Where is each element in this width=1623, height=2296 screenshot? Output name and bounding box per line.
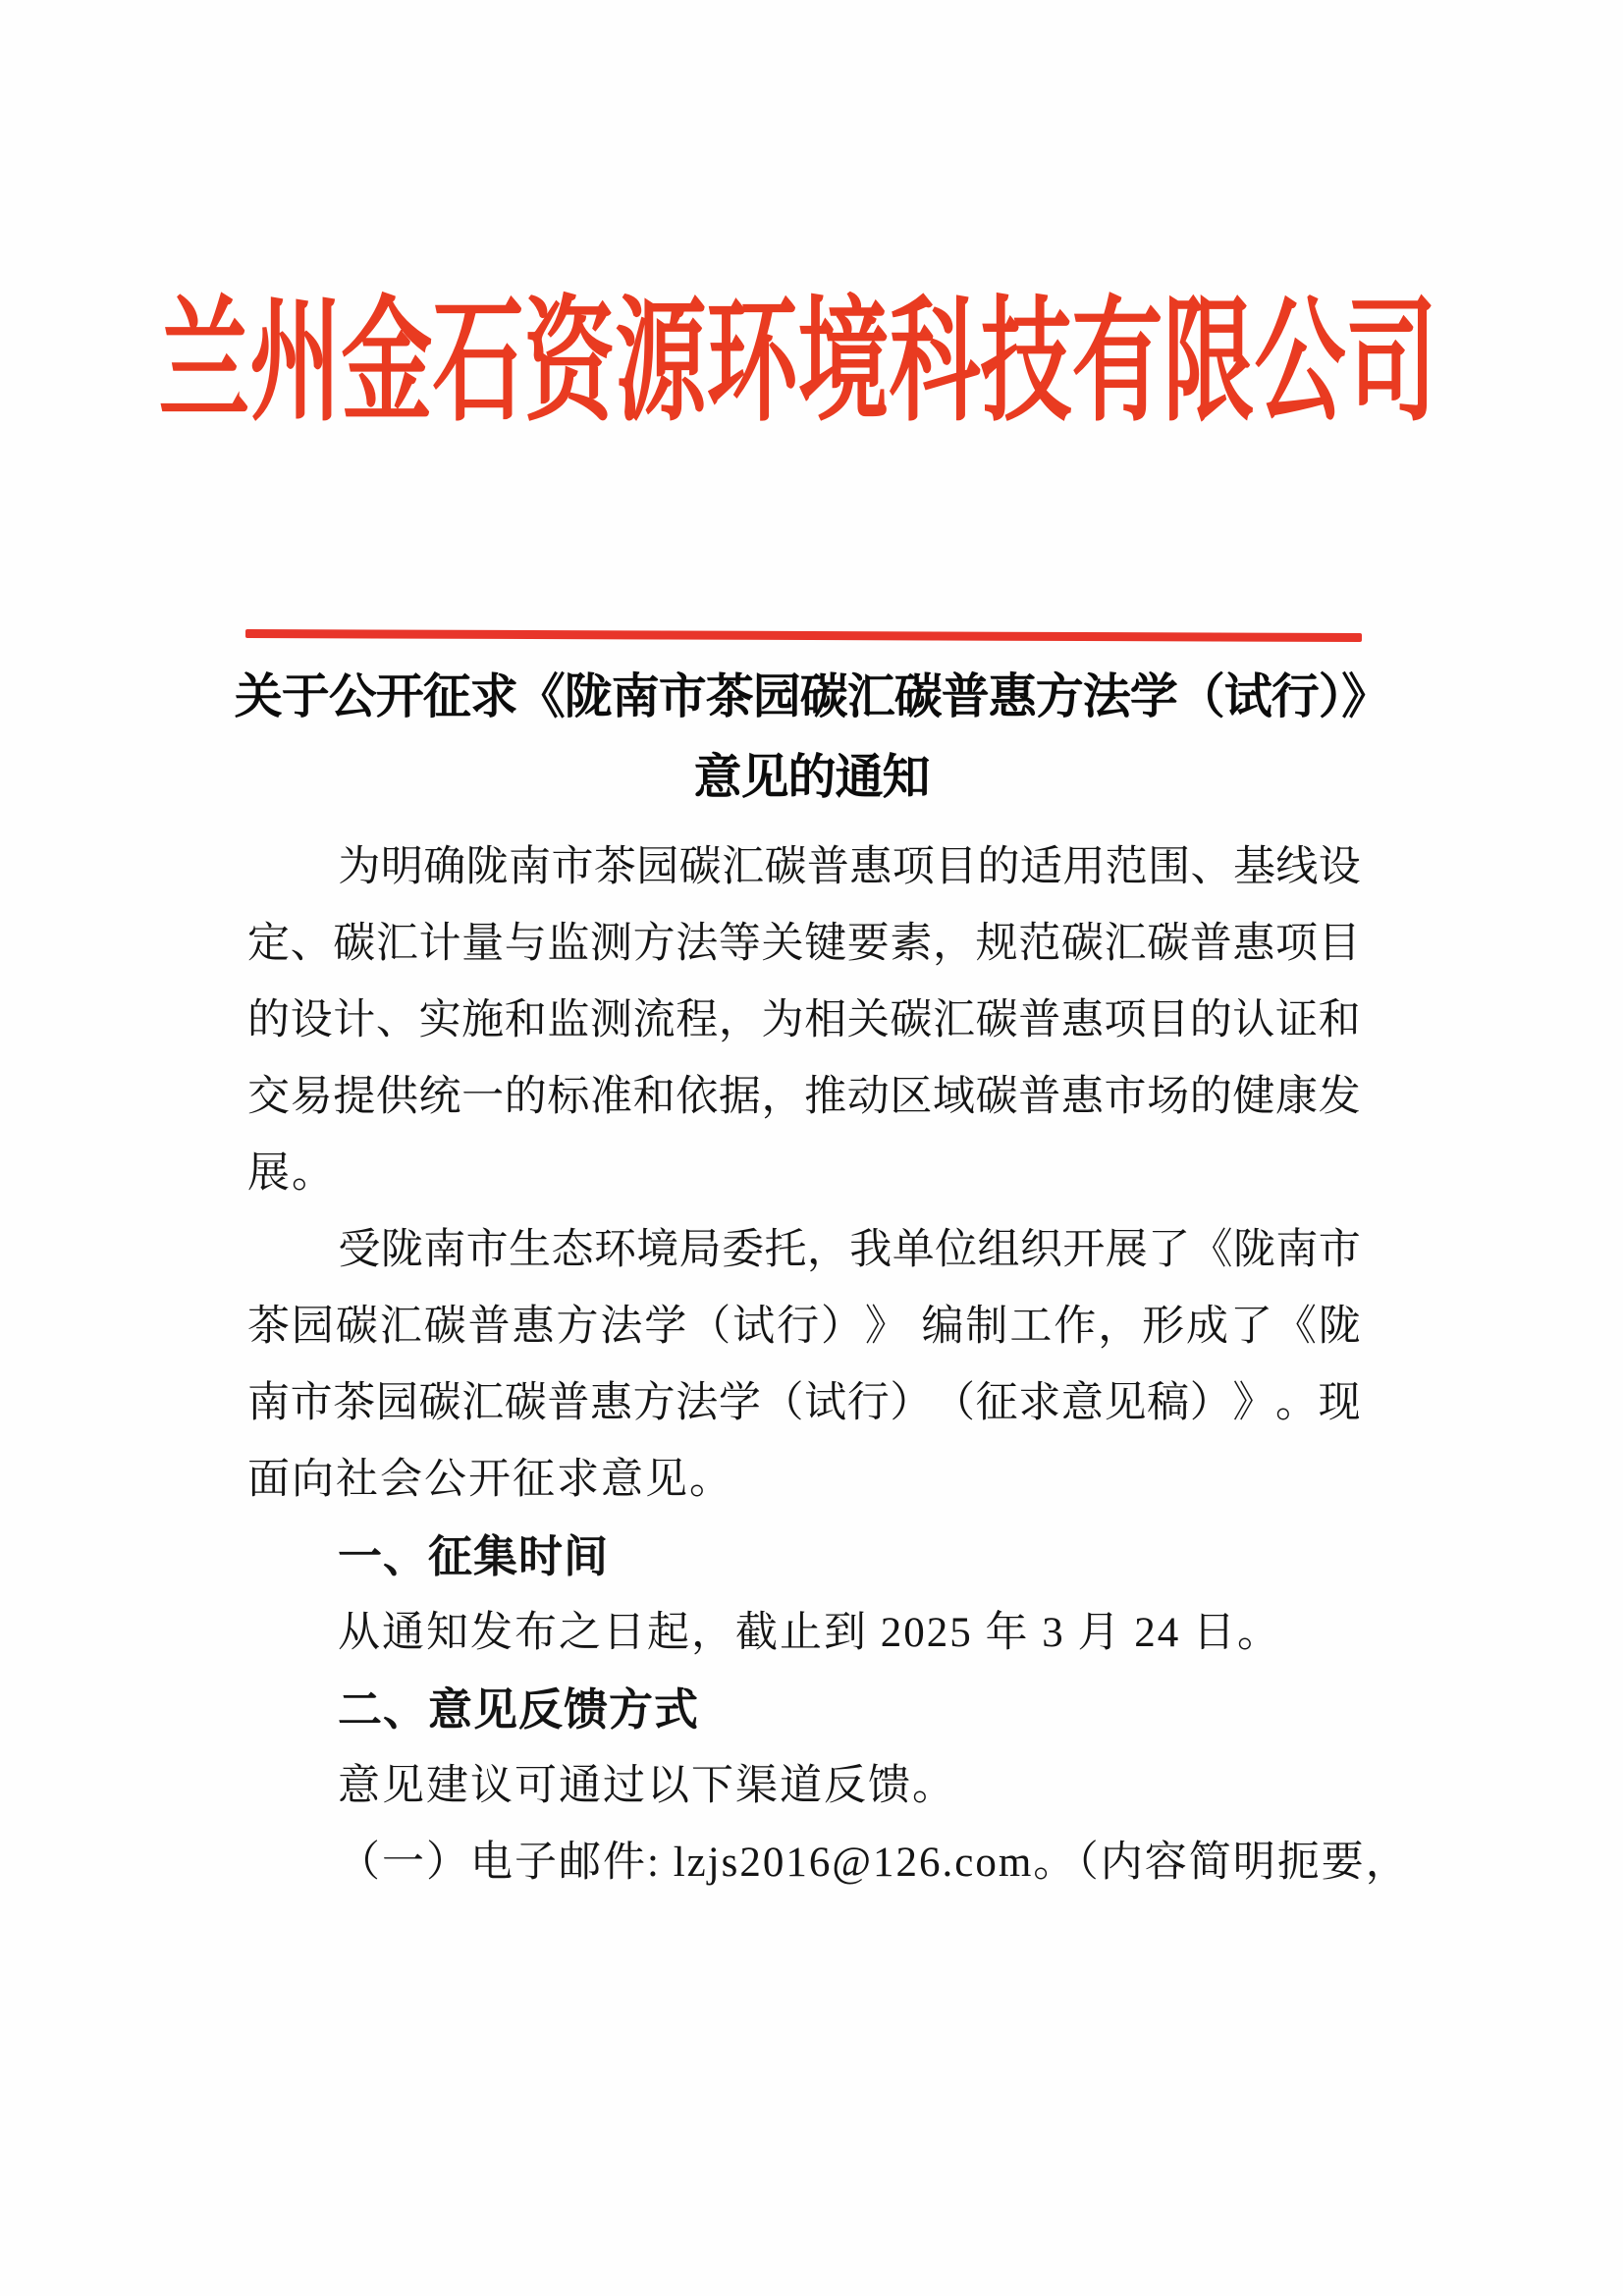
letterhead-divider-line [245, 629, 1362, 642]
body-text-line: 的 设 计 、 实 施 和 监 测 流 程 ， 为 相 关 碳 汇 碳 普 惠 项 目 的 认 证 和 [247, 997, 1361, 1043]
notice-title-line2: 意见的通知 [693, 750, 930, 804]
body-text-line: 交 易 提 供 统 一 的 标 准 和 依 据 ， 推 动 区 域 碳 普 惠 市 场 的 健 康 发 [247, 1074, 1361, 1120]
first-line-indent [247, 1571, 338, 1572]
body-text-line: 意见建议可通过以下渠道反馈。 [247, 1748, 1361, 1825]
first-line-indent [247, 1875, 338, 1876]
section-heading: 一、征集时间 [247, 1519, 1361, 1595]
notice-title-line1: 关于公开征求《陇南市茶园碳汇碳普惠方法学（试行）》 [234, 669, 1389, 723]
body-text-line: 面向社会公开征求意见。 [247, 1457, 733, 1503]
first-line-indent [247, 1724, 338, 1725]
notice-body [247, 829, 1410, 1901]
body-text-line: 为 明 确 陇 南 市 茶 园 碳 汇 碳 普 惠 项 目 的 适 用 范 围 、 基 线 设 [247, 829, 1361, 906]
body-text-line: 茶 园 碳 汇 碳 普 惠 方 法 学 （ 试 行 ） 》 编 制 工 作 ， 形 成 了 《 陇 [247, 1304, 1361, 1350]
first-line-indent [247, 1645, 338, 1646]
notice-title [0, 657, 1623, 818]
company-name-text: 兰州金石资源环境科技有限公司 [158, 288, 1437, 439]
first-line-indent [247, 829, 338, 830]
body-text-line: 展。 [247, 1150, 336, 1197]
first-line-indent [247, 1212, 338, 1213]
body-text-line: 受 陇 南 市 生 态 环 境 局 委 托 ， 我 单 位 组 织 开 展 了 《 陇 南 市 [247, 1212, 1361, 1289]
body-text-line: 南 市 茶 园 碳 汇 碳 普 惠 方 法 学 （ 试 行 ） （ 征 求 意 见 稿 ） 》 。 现 [247, 1380, 1361, 1426]
body-text-line: （一）电子邮件: lzjs2016@126.com。（内容简明扼要， [247, 1825, 1361, 1901]
body-text-line: 从通知发布之日起，截止到 2025 年 3 月 24 日。 [247, 1595, 1361, 1672]
section-heading: 二、意见反馈方式 [247, 1672, 1361, 1748]
company-letterhead [0, 288, 1623, 439]
first-line-indent [247, 1798, 338, 1799]
body-text-line: 定 、 碳 汇 计 量 与 监 测 方 法 等 关 键 要 素 ， 规 范 碳 汇 碳 普 惠 项 目 [247, 921, 1361, 967]
